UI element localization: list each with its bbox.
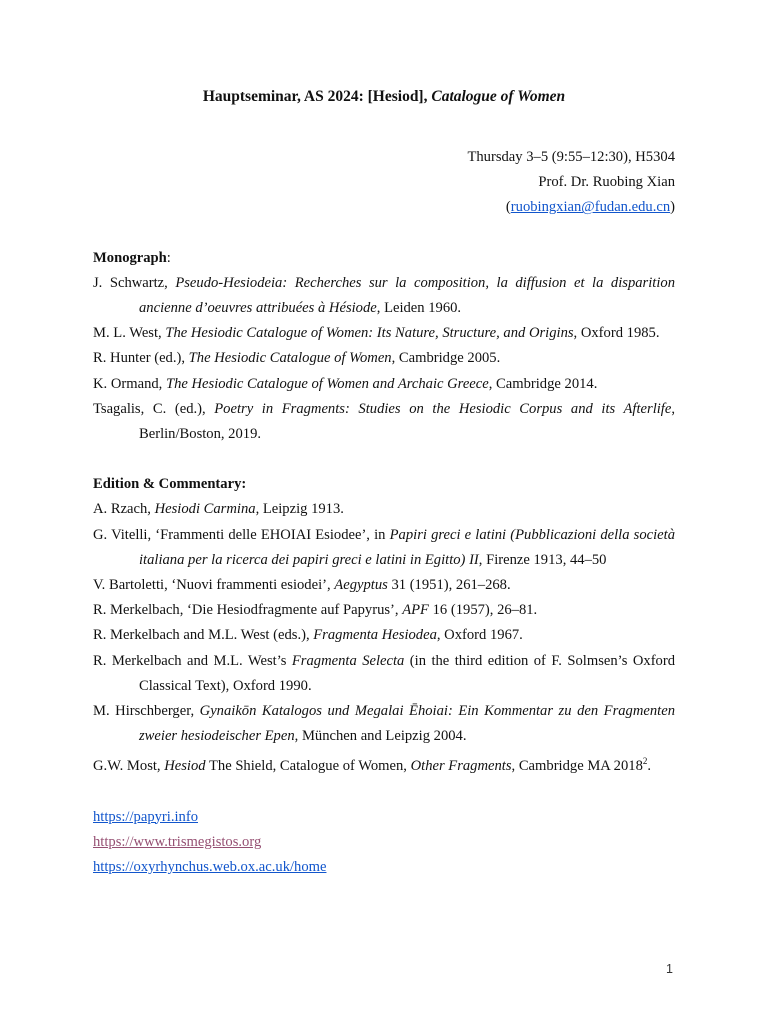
page-number: 1 [666,962,673,976]
document-page [93,86,675,880]
list-item: M. L. West, The Hesiodic Catalogue of Women: Its Nature, Structure, and Origins, Oxford 1985. [93,325,660,342]
list-item: K. Ormand, The Hesiodic Catalogue of Women and Archaic Greece, Cambridge 2014. [93,375,598,392]
trismegistos-link[interactable]: https://www.trismegistos.org [93,833,262,850]
email-line: (ruobingxian@fudan.edu.cn) [505,199,675,216]
email-link[interactable]: ruobingxian@fudan.edu.cn [510,199,671,216]
list-item: R. Merkelbach, ‘Die Hesiodfragmente auf Papyrus’, APF 16 (1957), 26–81. [93,602,538,619]
professor-line: Prof. Dr. Ruobing Xian [538,174,675,191]
spacer [93,780,675,805]
course-info [93,145,675,221]
list-item: J. Schwartz, Pseudo-Hesiodeia: Recherches sur la composition, la diffusion et la disparition ancienne d’oeuvres attribuées à Hésiode, Leiden 1960. [93,274,675,317]
papyri-link[interactable]: https://papyri.info [93,808,198,825]
list-item: G. Vitelli, ‘Frammenti delle EHOIAI Esiodee’, in Papiri greci e latini (Pubblicazioni della società italiana per la ricerca dei papiri greci e latini in Egitto) II, Firenze 1913, 44–50 [93,526,676,568]
spacer [93,447,675,472]
monograph-heading: Monograph: [93,249,171,266]
list-item: M. Hirschberger, Gynaikōn Katalogos und Megalai Ēhoiai: Ein Kommentar zu den Fragmenten zweier hesiodeischer Epen, München and Leipzig 2004. [93,703,675,745]
page-title: Hauptseminar, AS 2024: [Hesiod], Catalogue of Women [202,88,566,105]
oxyrhynchus-link[interactable]: https://oxyrhynchus.web.ox.ac.uk/home [93,858,327,875]
list-item: R. Merkelbach and M.L. West (eds.), Fragmenta Hesiodea, Oxford 1967. [93,627,523,644]
list-item: R. Hunter (ed.), The Hesiodic Catalogue of Women, Cambridge 2005. [93,350,501,367]
list-item: G.W. Most, Hesiod The Shield, Catalogue of Women, Other Fragments, Cambridge MA 2018$^2$. [93,756,652,775]
list-item: Tsagalis, C. (ed.), Poetry in Fragments: Studies on the Hesiodic Corpus and its Afterlife, Berlin/Boston, 2019. [93,400,675,443]
list-item: V. Bartoletti, ‘Nuovi frammenti esiodei’, Aegyptus 31 (1951), 261–268. [93,577,511,594]
edition-heading: Edition & Commentary: [93,476,247,493]
list-item: R. Merkelbach and M.L. West’s Fragmenta Selecta (in the third edition of F. Solmsen’s Oxford Classical Text), Oxford 1990. [93,652,676,694]
schedule-line: Thursday 3–5 (9:55–12:30), H5304 [467,149,675,165]
list-item: A. Rzach, Hesiodi Carmina, Leipzig 1913. [93,501,344,518]
